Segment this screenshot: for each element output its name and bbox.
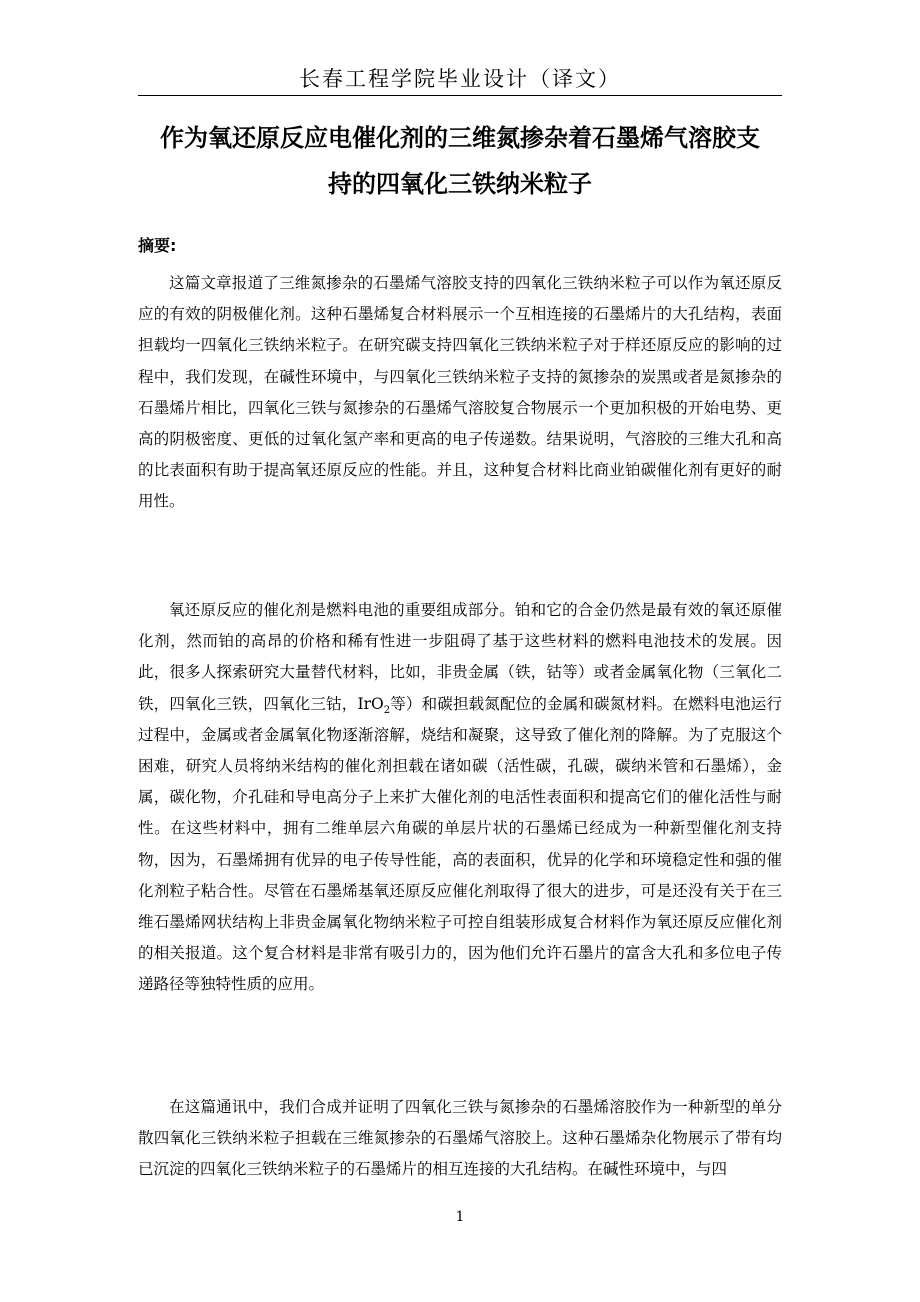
document-title-line-1: 作为氧还原反应电催化剂的三维氮掺杂着石墨烯气溶胶支 [160,124,760,152]
body-paragraph-1-text-a: 氧还原反应的催化剂是燃料电池的重要组成部分。铂和它的合金仍然是最有效的氧还原催化剂，然而铂的高昂的价格和稀有性进一步阻碍了基于这些材料的燃料电池技术的发展。因此，很多人探索研究大量替代材料，比如，非贵金属（铁，钴等）或者金属氧化物（三氧化二铁，四氧化三铁，四氧化三钴，IrO [138,601,782,713]
body-paragraph-1-text-b: 等）和碳担载氮配位的金属和碳氮材料。在燃料电池运行过程中，金属或者金属氧化物逐渐溶解，烧结和凝聚，这导致了催化剂的降解。为了克服这个困难，研究人员将纳米结构的催化剂担载在诸如碳（活性碳，孔碳，碳纳米管和石墨烯），金属，碳化物，介孔硅和导电高分子上来扩大催化剂的电活性表面积和提高它们的催化活性与耐性。在这些材料中，拥有二维单层六角碳的单层片状的石墨烯已经成为一种新型催化剂支持物，因为，石墨烯拥有优异的电子传导性能，高的表面积，优异的化学和环境稳定性和强的催化剂粒子粘合性。尽管在石墨烯基氧还原反应催化剂取得了很大的进步，可是还没有关于在三维石墨烯网状结构上非贵金属氧化物纳米粒子可控自组装形成复合材料作为氧还原反应催化剂的相关报道。这个复合材料是非常有吸引力的，因为他们允许石墨片的富含大孔和多位电子传递路径等独特性质的应用。 [138,694,782,994]
page-header: 长春工程学院毕业设计（译文） [299,67,621,91]
page-number: 1 [455,1209,465,1225]
body-paragraph-1 [138,595,782,1001]
document-title [138,115,782,207]
document-title-line-2: 持的四氧化三铁纳米粒子 [328,170,592,198]
abstract-paragraph: 这篇文章报道了三维氮掺杂的石墨烯气溶胶支持的四氧化三铁纳米粒子可以作为氧还原反应的有效的阴极催化剂。这种石墨烯复合材料展示一个互相连接的石墨烯片的大孔结构，表面担载均一四氧化三铁纳米粒子。在研究碳支持四氧化三铁纳米粒子对于样还原反应的影响的过程中，我们发现，在碱性环境中，与四氧化三铁纳米粒子支持的氮掺杂的炭黑或者是氮掺杂的石墨烯片相比，四氧化三铁与氮掺杂的石墨烯气溶胶复合物展示一个更加积极的开始电势、更高的阴极密度、更低的过氧化氢产率和更高的电子传递数。结果说明，气溶胶的三维大孔和高的比表面积有助于提高氧还原反应的性能。并且，这种复合材料比商业铂碳催化剂有更好的耐用性。 [138,274,782,511]
body-paragraph-2: 在这篇通讯中，我们合成并证明了四氧化三铁与氮掺杂的石墨烯溶胶作为一种新型的单分散四氧化三铁纳米粒子担载在三维氮掺杂的石墨烯气溶胶上。这种石墨烯杂化物展示了带有均已沉淀的四氧化三铁纳米粒子的石墨烯片的相互连接的大孔结构。在碱性环境中，与四 [138,1098,782,1179]
header-rule [138,95,782,96]
subscript-2: 2 [383,704,391,716]
abstract-heading: 摘要: [138,236,177,255]
